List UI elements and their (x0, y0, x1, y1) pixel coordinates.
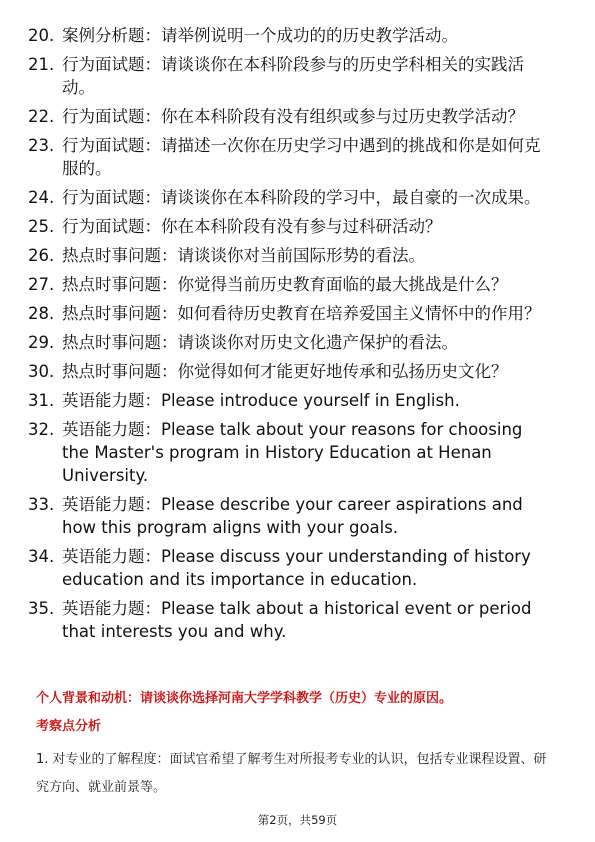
question-number: 32. (28, 420, 55, 439)
question-text: 英语能力题：Please talk about a historical event or period that interests you and why. (62, 599, 532, 641)
question-item (28, 215, 548, 238)
analysis-paragraph: 1. 对专业的了解程度：面试官希望了解考生对所报考专业的认识，包括专业课程设置、研究方向、就业前景等。 (36, 752, 547, 795)
page-number-footer: 第2页，共59页 (257, 813, 338, 827)
question-text: 热点时事问题：请谈谈你对历史文化遗产保护的看法。 (62, 333, 458, 352)
question-number: 27. (28, 275, 55, 294)
question-item (28, 53, 548, 99)
question-item (28, 134, 548, 180)
question-text: 英语能力题：Please talk about your reasons for choosing the Master's program in History Education at Henan University. (62, 420, 523, 485)
question-item (28, 597, 548, 643)
question-text: 英语能力题：Please describe your career aspirations and how this program aligns with your goals. (62, 495, 523, 537)
question-item (28, 389, 548, 412)
question-number: 21. (28, 55, 55, 74)
question-number: 24. (28, 188, 55, 207)
question-text: 行为面试题：你在本科阶段有没有组织或参与过历史教学活动？ (62, 107, 524, 126)
question-number: 30. (28, 362, 55, 381)
question-item (28, 418, 548, 487)
question-item (28, 244, 548, 267)
question-number: 31. (28, 391, 55, 410)
question-item (28, 331, 548, 354)
question-text: 行为面试题：请描述一次你在历史学习中遇到的挑战和你是如何克服的。 (62, 136, 541, 178)
question-text: 热点时事问题：你觉得如何才能更好地传承和弘扬历史文化？ (62, 362, 508, 381)
question-item (28, 186, 548, 209)
question-number: 26. (28, 246, 55, 265)
question-item (28, 493, 548, 539)
question-item (28, 105, 548, 128)
question-text: 行为面试题：你在本科阶段有没有参与过科研活动？ (62, 217, 442, 236)
question-number: 33. (28, 495, 55, 514)
question-item (28, 360, 548, 383)
question-text: 行为面试题：请谈谈你在本科阶段参与的历史学科相关的实践活动。 (62, 55, 524, 97)
question-number: 23. (28, 136, 55, 155)
question-text: 热点时事问题：请谈谈你对当前国际形势的看法。 (62, 246, 425, 265)
question-number: 28. (28, 304, 55, 323)
question-text: 英语能力题：Please introduce yourself in English. (62, 391, 460, 410)
question-item (28, 302, 548, 325)
question-number: 35. (28, 599, 55, 618)
question-text: 热点时事问题：你觉得当前历史教育面临的最大挑战是什么？ (62, 275, 508, 294)
question-item (28, 545, 548, 591)
question-number: 22. (28, 107, 55, 126)
question-item (28, 24, 548, 47)
question-text: 英语能力题：Please discuss your understanding of history education and its importance in education. (62, 547, 531, 589)
question-item (28, 273, 548, 296)
question-number: 20. (28, 26, 55, 45)
question-list (28, 24, 548, 649)
question-number: 25. (28, 217, 55, 236)
section-heading: 个人背景和动机：请谈谈你选择河南大学学科教学（历史）专业的原因。 (36, 691, 453, 706)
analysis-subheading: 考察点分析 (36, 719, 102, 734)
question-text: 案例分析题：请举例说明一个成功的的历史教学活动。 (62, 26, 458, 45)
question-text: 热点时事问题：如何看待历史教育在培养爱国主义情怀中的作用？ (62, 304, 541, 323)
question-number: 34. (28, 547, 55, 566)
question-text: 行为面试题：请谈谈你在本科阶段的学习中，最自豪的一次成果。 (62, 188, 541, 207)
question-number: 29. (28, 333, 55, 352)
